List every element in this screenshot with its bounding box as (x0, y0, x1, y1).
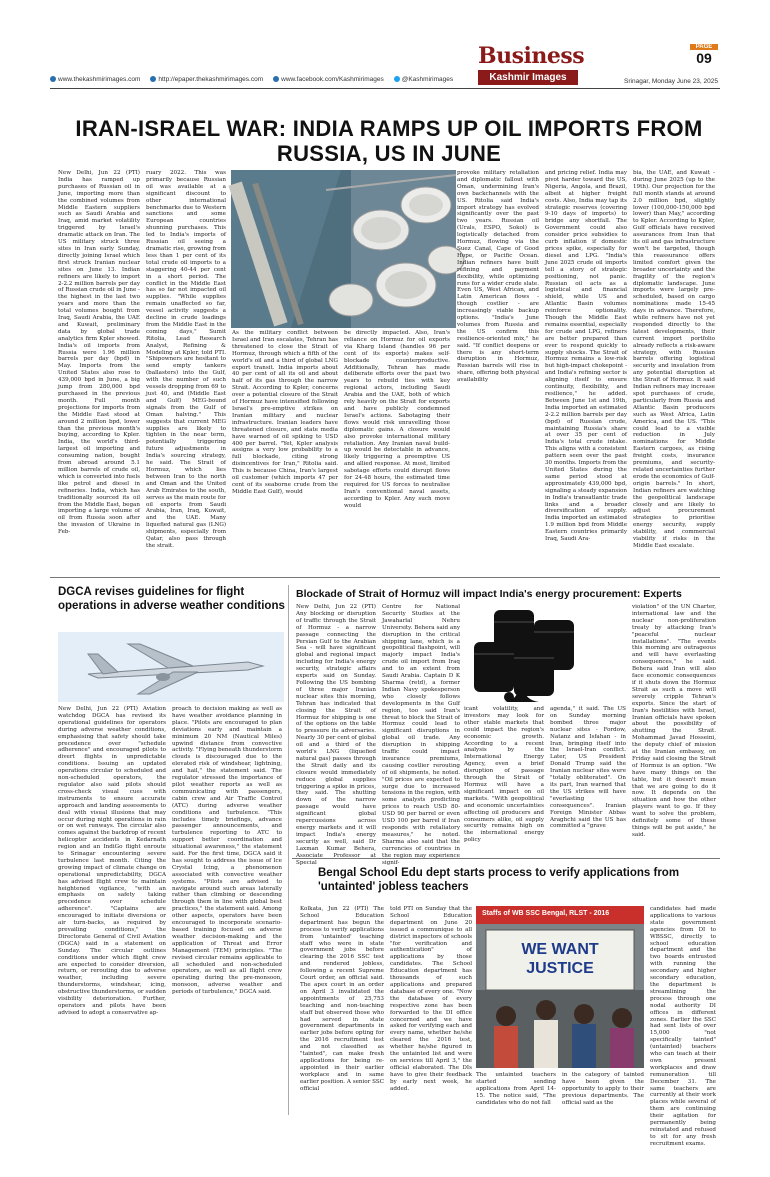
hormuz-headline: Blockade of Strait of Hormuz will impact India's energy procurement: Experts (296, 588, 682, 600)
twitter-link[interactable]: @Kashmirimages (394, 76, 453, 83)
protest-sign-text: WE WANT JUSTICE (521, 941, 599, 977)
epaper-link[interactable]: http://epaper.thekashmirimages.com (150, 76, 263, 83)
dgca-headline: DGCA revises guidelines for flight operations in adverse weather conditions (58, 586, 285, 612)
facebook-icon (273, 76, 279, 82)
lead-column-4: be directly impacted. Also, Iran's reliance on Hormuz for oil exports via Kharg Island (handles 96 per cent of its exports) makes self-blockade counterproductive. Additionally, Tehran has made deliberate efforts over the past two years to rebuild ties with key regional actors, including Saudi Arabia and the UAE, both of which rely heavily on the Strait for exports and have publicly condemned Israel's actions. Sabotaging their flows would risk unravelling those diplomatic gains. A closure would also provoke international military retaliation. Any Iranian naval build-up would be detectable in advance, likely triggering a preemptive US and allied response. At most, limited sabotage efforts could disrupt flows for 24-48 hours, the estimated time required for US forces to neutralise Iran's conventional naval assets, according to Kpler. Any such move would (344, 330, 450, 509)
lead-headline: IRAN-ISRAEL WAR: INDIA RAMPS UP OIL IMPORTS FROM RUSSIA, US IN JUNE (75, 116, 703, 166)
publication-name: Kashmir Images (478, 70, 578, 85)
hormuz-column-3: icant volatility, and investors may look for other stable markets that could impact the region's economic growth. According to a recent analysis by the International Energy Agency, even a brief disruption of passage through the Strait of Hormuz will have a significant impact on oil markets. "With geopolitical and economic uncertainties affecting oil producers and consumers alike, oil supply security remains high on the international energy policy (464, 706, 544, 844)
lead-column-1: New Delhi, Jun 22 (PTI) India has ramped up purchases of Russian oil in June, importing more than the combined volumes from Middle Eastern suppliers such as Saudi Arabia and Iraq, amid market volatility triggered by Israel's dramatic attack on Iran. The US military struck three sites in Iran early Sunday, directly joining Israel which first struck Iranian nuclear sites on June 13. Indian refiners are likely to import 2-2.2 million barrels per day of Russian crude oil in June - the highest in the last two years and more than the total volumes bought from Iraq, Saudi Arabia, the UAE and Kuwait, preliminary data by global trade analytics firm Kpler showed. India's oil imports from Russia were 1.96 million barrels per day (bpd) in May. Imports from the United States also rose to 439,000 bpd in June, a big jump from 280,000 bpd purchased in the previous month. Full month projections for imports from the Middle East stood at around 2 million bpd, lower than the previous month's buying, according to Kpler. India, the world's third-largest oil importing and consuming nation, bought from abroad around 5.1 million barrels of crude oil, which is converted into fuels like petrol and diesel in refineries. India, which has traditionally sourced its oil from the Middle East, began importing a large volume of oil from Russia soon after the invasion of Ukraine in Feb- (58, 170, 140, 536)
section-masthead (478, 43, 585, 85)
oil-barrels-illustration (464, 602, 590, 702)
dgca-column-1: New Delhi, Jun 22 (PTI) Aviation watchdog DGCA has revised its operational guidelines for operators during adverse weather conditions, emphasising that safety should take precedence over "schedule adherence" and encouraged pilots to divert flights in unpredictable conditions. Issuing an updated operations circular to scheduled and non-scheduled operators, the regulator also said pilots should cross-check visual cues with instruments to ensure accurate approach and landing assessments to deal with visual illusions that may occur during night operations in rain or on wet runways. The circular also comes against the backdrop of recent helicopter accidents in Kedarnath region and an IndiGo flight enroute to Srinagar encountering severe turbulence last month. Citing the growing impact of climate change on operational unpredictability, DGCA has advised flight crew to maintain heightened vigilance, "with an emphasis on safety taking precedence over schedule adherence". "Captains are encouraged to initiate diversions or air turn-backs, as required by prevailing conditions," the Directorate General of Civil Aviation (DGCA) said in a statement on Sunday. The circular outlines conditions under which flight crew are expected to consider diversion, return, or rerouting due to adverse weather, including severe thunderstorms, windshear, icing, obstructive thunderstorms, or sudden visibility deterioration. Further, operators and pilots have been advised to adopt a conservative ap- (58, 706, 166, 1016)
column-divider (288, 585, 289, 1115)
hormuz-column-5: violation" of the UN Charter, international law and the nuclear non-proliferation treaty by attacking Iran's "peaceful nuclear installations". "The events this morning are outrageous and will have everlasting consequences," he said. Behera said Iran will also face economic consequences if it shuts down the Hormuz Strait as such a move will severely cripple Tehran's exports. Since the start of Iran's hostilities with Israel, Iranian officials have spoken about the possibility of shutting the Strait. Mohammad Javad Hosseini, the deputy chief of mission at the Iranian embassy, on Friday said closing the Strait of Hormuz is an option. "We have many things on the table, but it doesn't mean that we are going to do it now. It depends on the situation and how the other players want to go. If they want to solve the problem, definitely some of these things will be put aside," he said. (632, 604, 716, 838)
hormuz-column-4: agenda," it said. The US on Sunday morning bombed three major nuclear sites - Fordow, Natanz and Isfahan - in Iran, bringing itself into the Israel-Iran conflict. Later, US President Donald Trump said the Iranian nuclear sites were "totally obliterated". On its part, Iran warned that the US strikes will have "everlasting consequences". Iranian Foreign Minister Abbas Araghchi said the US has committed a "grave (550, 706, 626, 830)
globe-icon (50, 76, 56, 82)
twitter-icon (394, 76, 400, 82)
oil-storage-photo (231, 170, 456, 328)
hormuz-column-1: New Delhi, Jun 22 (PTI) Any blocking or disruption of traffic through the Strait of Hormuz - a narrow passage connecting the Persian Gulf to the Arabian Sea - will have significant global and regional impact including for India's energy security, strategic affairs experts said on Sunday. Following the US bombing of three major Iranian nuclear sites this morning, Tehran has indicated that closing the Strait of Hormuz for shipping is one of the options on the table to pressure its adversaries. Nearly 30 per cent of global oil and a third of the world's LNG (liquefied natural gas) passes through the Strait daily and its closure would immediately reduce global supplies triggering a spike in prices, they said. The shutting down of the narrow passage would have significant global repercussions across energy markets and it will impact India's energy security as well, said Dr Laxman Kumar Behera, Associate Professor at Special (296, 604, 376, 866)
page-number: 09 (696, 50, 712, 66)
bengal-column-2: told PTI on Sunday that the School Education department on June 20 issued a communique to all district inspectors of schools "for verification and authentication" of applications by those candidates. The School Education department has thousands of such applications and prepared database of every one. "Now the database of every respective zone has been forwarded to the DI office concerned and we have asked for verifying each and every name, whether he/she cleared the 2016 test, whether he/she figured in the untainted list and were on services till April 3," the official elaborated. The DIs have to give their feedback by early next week, he added. (390, 906, 472, 1092)
lead-column-2: ruary 2022. This was primarily because Russian oil was available at a significant discount to other international benchmarks due to Western sanctions and some European countries shunning purchases. This led to India's imports of Russian oil seeing a dramatic rise, growing from less than 1 per cent of its total crude oil imports to a staggering 40-44 per cent in a short period. The conflict in the Middle East has so far not impacted oil supplies. "While supplies remain unaffected so far, vessel activity suggests a decline in crude loadings from the Middle East in the coming days," Sumit Ritolia, Lead Research Analyst, Refining & Modeling at Kpler, told PTI. "Shipowners are hesitant to send empty tankers (ballasters) into the Gulf, with the number of such vessels dropping from 69 to just 40, and (Middle East and Gulf) MEG-bound signals from the Gulf of Oman halving." This suggests that current MEG supplies are likely to tighten in the near term, potentially triggering future adjustments in India's sourcing strategy, he said. The Strait of Hormuz, which lies between Iran to the north and Oman and the United Arab Emirates to the south, serves as the main route for oil exports from Saudi Arabia, Iran, Iraq, Kuwait, and the UAE. Many liquefied natural gas (LNG) shipments, especially from Qatar, also pass through the strait. (146, 170, 226, 549)
aircraft-illustration (58, 632, 284, 702)
bengal-column-1: Kolkata, Jun 22 (PTI) The School Education department has begun the process to verify applications from 'untainted' teaching staff who were in state government jobs before clearing the 2016 SSC test and rendered jobless, following a recent Supreme Court order, an official said. The apex court in an order on April 3 invalidated the appointments of 25,753 teaching and non-teaching staff but observed those who had served in state government departments in earlier jobs before opting for the 2016 recruitment test and not classified as "tainted", can make fresh applications for being re-appointed in their earlier workplace and in same earlier position. A senior SSC official (300, 906, 384, 1092)
facebook-link[interactable]: www.facebook.com/Kashmirimages (273, 76, 384, 83)
header-rule (50, 88, 720, 89)
protest-illustration (476, 906, 644, 1068)
hormuz-column-2: Centre for National Security Studies at the Jawaharlal Nehru University. Behera said any disruption in the critical shipping lane, which is a geopolitical flashpoint, will majorly impact India's crude oil import from Iraq and to an extent from Saudi Arabia. Captain D K Sharma (retd), a former Indian Navy spokesperson who closely follows developments in the Gulf region, too said Iran's threat to block the Strait of Hormuz could lead to significant disruptions in global oil trade. Any disruption in shipping traffic could impact insurance premiums, causing costlier rerouting of oil shipments, he noted. "Oil prices are expected to surge due to increased tensions in the region, with some analysts predicting prices to reach USD 80-USD 90 per barrel or even USD 100 per barrel if Iran responds with retaliatory measures," he noted. Sharma also said that the currencies of countries in the region may experience signif- (382, 604, 460, 866)
lead-column-3: As the military conflict between Israel and Iran escalates, Tehran has threatened to close the Strait of Hormuz, through which a fifth of the world's oil and a third of global LNG export transit. India imports about 40 per cent of all its oil and about half of its gas through the narrow Strait. According to Kpler, concerns over a potential closure of the Strait of Hormuz have intensified following Israel's pre-emptive strikes on Iranian military and nuclear infrastructure. Iranian leaders have threatened closure, and state media have warned of oil spiking to USD 400 per barrel. "Yet, Kpler analysis assigns a very low probability to a full blockade, citing strong disincentives for Iran," Ritolia said. This is because China, Iran's largest oil customer (which imports 47 per cent of its seaborne crude from the Middle East Gulf), would (232, 330, 338, 495)
bengal-headline: Bengal School Edu dept starts process to verify applications from 'untainted' jobless teachers (318, 867, 680, 893)
protest-banner-text: Staffs of WB SSC Bengal, RLST - 2016 (482, 910, 610, 917)
section-divider (50, 577, 720, 578)
bengal-column-3: The untainted teachers started sending applications from April 14-15. The notice said, "The candidates who do not fall (476, 1072, 556, 1106)
globe-icon (150, 76, 156, 82)
protest-photo (476, 906, 644, 1068)
page-indicator (690, 44, 718, 66)
header-links (50, 76, 453, 83)
oil-barrels-photo (464, 602, 590, 702)
aircraft-photo (58, 632, 284, 702)
section-title: Business (478, 43, 585, 69)
bengal-column-4: in the category of tainted have been given the opportunity to apply to their previous departments. The official said as the (562, 1072, 644, 1106)
website-link[interactable]: www.thekashmirimages.com (50, 76, 140, 83)
lead-column-7: bia, the UAE, and Kuwait - during June 2025 (up to the 19th). Our projection for the full month stands at around 2.0 million bpd, slightly lower (100,000-150,000 bpd lower) than May," according to Kpler. According to Kpler, Gulf officials have received assurances from Iran that its oil and gas infrastructure won't be targeted, though this reassurance offers limited comfort given the broader uncertainty and the fragility of the region's diplomatic landscape. June imports were largely pre-scheduled, based on cargo nominations made 15-45 days in advance. Therefore, while refiners have not yet responded directly to the latest developments, their current import portfolio already reflects a risk-aware strategy, with Russian barrels offering logistical security and insulation from any potential disruption at the Strait of Hormuz. It said Indian refiners may increase spot purchases of crude, particularly from Russia and Atlantic Basin producers such as West Africa, Latin America, and the US. "This could lead to a visible reduction in July nominations for Middle Eastern cargoes, as rising freight costs, insurance premiums, and security-related uncertainties further erode the economics of Gulf-origin barrels." In short, Indian refiners are watching the geopolitical landscape closely and are likely to adjust procurement strategies to prioritise energy security, supply stability, and commercial viability if risks in the Middle East escalate. (633, 170, 715, 549)
page-label: PAGE (690, 44, 718, 50)
bengal-column-5: candidates had made applications to various state government agencies from DI to WBSSC, directly to school education department and the two boards entrusted with running the secondary and higher secondary education, the department is streamlining the process through one nodal authority DI offices in different zones. Earlier the SSC had sent lists of over 15,000 "not specifically tainted" (untainted) teachers who can teach at their own present workplaces and draw remuneration till December 31. The same teachers are currently at their work places while several of them are continuing their agitation for permanently being reinstated and refused to sit for any fresh recruitment exams. (650, 906, 716, 1147)
lead-column-6: and pricing relief. India may pivot harder toward the US, Nigeria, Angola, and Brazil, albeit at higher freight costs. Also, India may tap its strategic reserves (covering 9-10 days of imports) to bridge any shortfall. The Government could also consider price subsidies to curb inflation if domestic prices spike, especially for diesel and LPG. "India's June 2025 crude oil imports tell a story of strategic positioning, not panic. Russian oil acts as a logistical and financial shield, while US and Atlantic Basin volumes reinforce optionality. Though the Middle East remains essential, especially for crude and LPG, refiners are better prepared than ever to respond quickly to supply shocks. The Strait of Hormuz remains a low-risk but high-impact chokepoint - and India's refining sector is aligning itself to ensure continuity, flexibility, and resilience," he added. Between June 1st and 19th, India imported an estimated 2-2.2 million barrels per day (bpd) of Russian crude, maintaining Russia's share at over 35 per cent of India's total crude intake. This aligns with a consistent pattern seen over the past 30 months. Imports from the United States during the same period stood at approximately 439,000 bpd, signaling a steady expansion in India's transatlantic trade links and a broader diversification of supply. India imported an estimated 1.9 million bpd from Middle Eastern countries primarily Iraq, Saudi Ara- (545, 170, 627, 543)
lead-column-5: provoke military retaliation and diplomatic fallout with Oman, undermining Iran's own backchannels with the US. Ritolia said India's import strategy has evolved significantly over the past two years. Russian oil (Urals, ESPO, Sokol) is logistically detached from Hormuz, flowing via the Suez Canal, Cape of Good Hope, or Pacific Ocean. Indian refiners have built refining and payment flexibility, while optimizing runs for a wider crude slate. Even US, West African, and Latin American flows - though costlier - are increasingly viable backup options. "India's June volumes from Russia and the US confirm this resilience-oriented mix," he said. "If conflict deepens or there is any short-term disruption in Hormuz, Russian barrels will rise in share, offering both physical availability (457, 170, 539, 384)
oil-storage-illustration (231, 170, 456, 328)
section-divider-2 (292, 858, 720, 859)
dateline: Srinagar, Monday June 23, 2025 (624, 78, 718, 85)
dgca-column-2: proach to decision making as well as have weather avoidance planning in place. "Pilots are encouraged to plan deviations early and maintain a minimum 20 NM (Nautical Miles) upwind distance from convective activity. "Flying beneath thunderstorm clouds is discouraged due to the elevated risk of windshear, lightning, and hail," the statement said. The regulator stressed the importance of pilot weather reports as well as communicating with passengers, cabin crew and Air Traffic Control (ATC) during adverse weather conditions and turbulence. "This includes timely briefings, advance passenger announcements, and turbulence reporting to ATC to support better coordination and situational awareness," the statement said. For the first time, DGCA said it has sought to address the issue of Ice Crystal Icing, a phenomenon associated with convective weather systems. "Pilots are advised to navigate around such areas laterally rather than climbing or descending through them in line with global best practices," the statement said. Among other aspects, operators have been encouraged to incorporate scenario-based training focused on adverse weather decision-making and the application of Threat and Error Management (TEM) principles. "The revised circular remains applicable to all scheduled and non-scheduled operators, as well as all flight crew operating during the pre-monsoon, monsoon, adverse weather and periods of turbulence," DGCA said. (172, 706, 282, 996)
